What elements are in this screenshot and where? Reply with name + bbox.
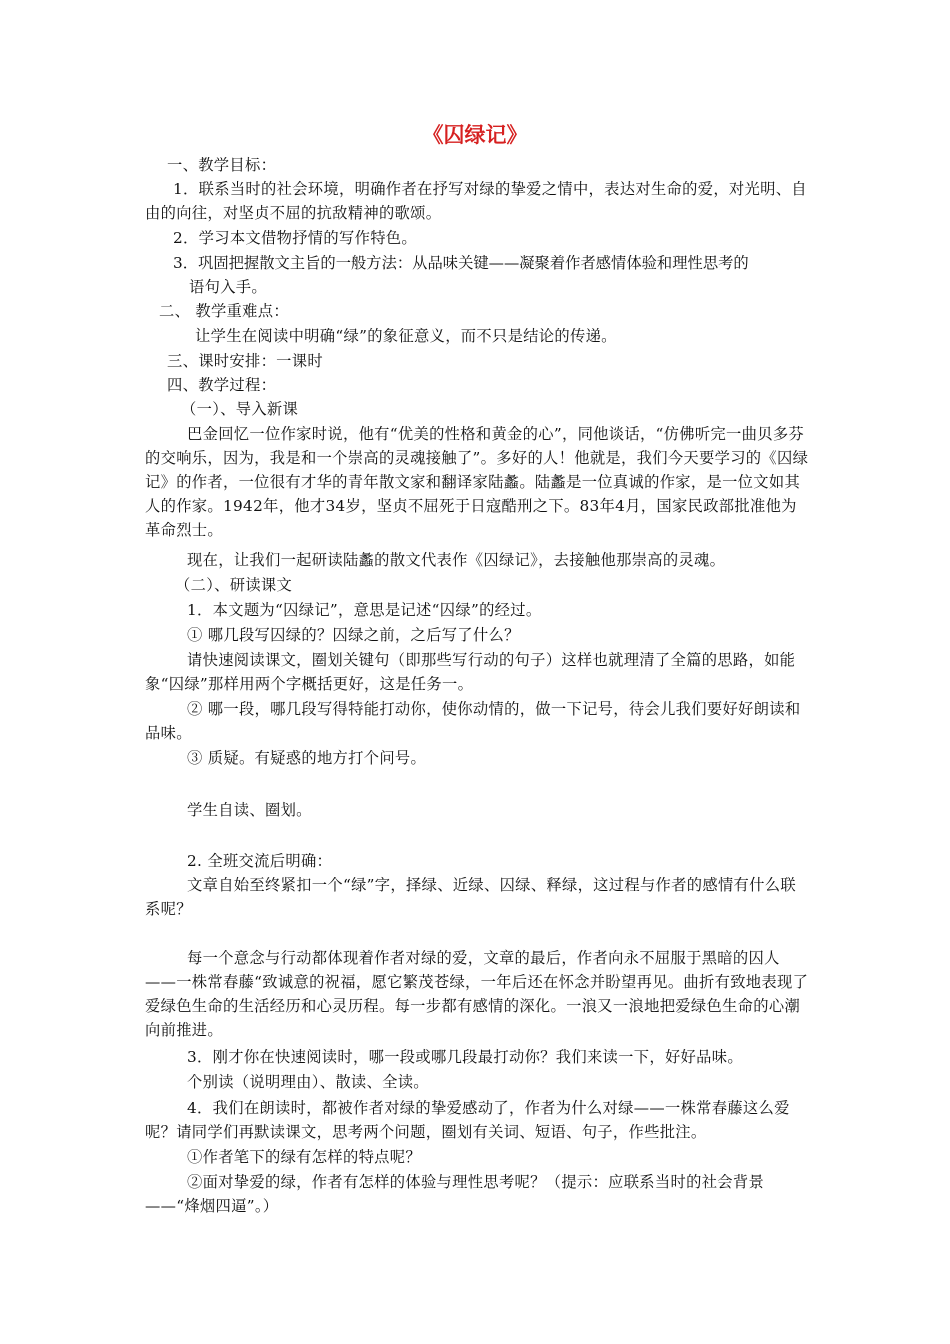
study-item-4: 4．我们在朗读时，都被作者对绿的挚爱感动了，作者为什么对绿——一株常春藤这么爱呢？请同学们再默读课文，思考两个问题，圈划有关词、短语、句子，作些批注。 (145, 1099, 790, 1141)
study-item-3: 3．刚才你在快速阅读时，哪一段或哪几段最打动你？我们来读一下，好好品味。 (187, 1048, 743, 1066)
study-question-1: ① 哪几段写囚绿的？囚绿之前，之后写了什么？ (187, 626, 520, 644)
document-title: 《囚绿记》 (422, 122, 528, 147)
study-instruction: 请快速阅读课文，圈划关键句（即那些写行动的句子）这样也就理清了全篇的思路，如能象“囚绿”那样用两个字概括更好，这是任务一。 (145, 651, 796, 693)
heading-process: 四、教学过程： (167, 376, 277, 394)
objective-3-cont: 语句入手。 (189, 278, 267, 296)
objective-3: 3．巩固把握散文主旨的一般方法：从品味关键——凝聚着作者感情体验和理性思考的 (173, 254, 749, 272)
objective-1: 1．联系当时的社会环境，明确作者在抒写对绿的挚爱之情中，表达对生命的爱，对光明、自由的向往，对坚贞不屈的抗敌精神的歌颂。 (145, 180, 807, 222)
intro-closing: 现在，让我们一起研读陆蠡的散文代表作《囚绿记》，去接触他那崇高的灵魂。 (187, 551, 726, 569)
intro-paragraph: 巴金回忆一位作家时说，他有“优美的性格和黄金的心”，同他谈话，“仿佛听完一曲贝多芬的交响乐，因为，我是和一个崇高的灵魂接触了”。多好的人！他就是，我们今天要学习的《囚绿记》的作者，一位很有才华的青年散文家和翻译家陆蠡。陆蠡是一位真诚的作家，是一位文如其人的作家。1942年，他才34岁，坚贞不屈死于日寇酷刑之下。83年4月，国家民政部批准他为革命烈士。 (145, 425, 809, 539)
student-activity: 学生自读、圈划。 (187, 801, 312, 819)
heading-schedule: 三、课时安排：一课时 (167, 352, 323, 370)
section-intro-heading: （一）、导入新课 (181, 400, 299, 418)
study-item-2-answer: 每一个意念与行动都体现着作者对绿的爱，文章的最后，作者向永不屈服于黑暗的囚人——一株常春藤“致诚意的祝福，愿它繁茂苍绿，一年后还在怀念并盼望再见。曲折有致地表现了爱绿色生命的生活经历和心灵历程。每一步都有感情的深化。一浪又一浪地把爱绿色生命的心潮向前推进。 (145, 949, 809, 1039)
key-points-text: 让学生在阅读中明确“绿”的象征意义，而不只是结论的传递。 (195, 327, 617, 345)
study-item-2-question: 文章自始至终紧扣一个“绿”字，择绿、近绿、囚绿、释绿，这过程与作者的感情有什么联系呢？ (145, 876, 796, 918)
study-item-1: 1．本文题为“囚绿记”，意思是记述“囚绿”的经过。 (187, 601, 542, 619)
section-study-heading: （二）、研读课文 (175, 576, 293, 594)
study-question-3: ③ 质疑。有疑惑的地方打个问号。 (187, 749, 427, 767)
study-question-2: ② 哪一段，哪几段写得特能打动你，使你动情的，做一下记号，待会儿我们要好好朗读和品味。 (145, 700, 801, 742)
study-item-4-question-2: ②面对挚爱的绿，作者有怎样的体验与理性思考呢？（提示：应联系当时的社会背景——“烽烟四逼”。） (145, 1173, 765, 1215)
objective-2: 2．学习本文借物抒情的写作特色。 (173, 229, 417, 247)
study-item-4-question-1: ①作者笔下的绿有怎样的特点呢？ (187, 1148, 421, 1166)
study-item-2: 2. 全班交流后明确： (187, 852, 333, 870)
study-item-3-methods: 个别读（说明理由）、散读、全读。 (187, 1073, 429, 1091)
heading-key-points: 二、 教学重难点： (159, 302, 289, 320)
heading-objectives: 一、教学目标： (167, 156, 277, 174)
